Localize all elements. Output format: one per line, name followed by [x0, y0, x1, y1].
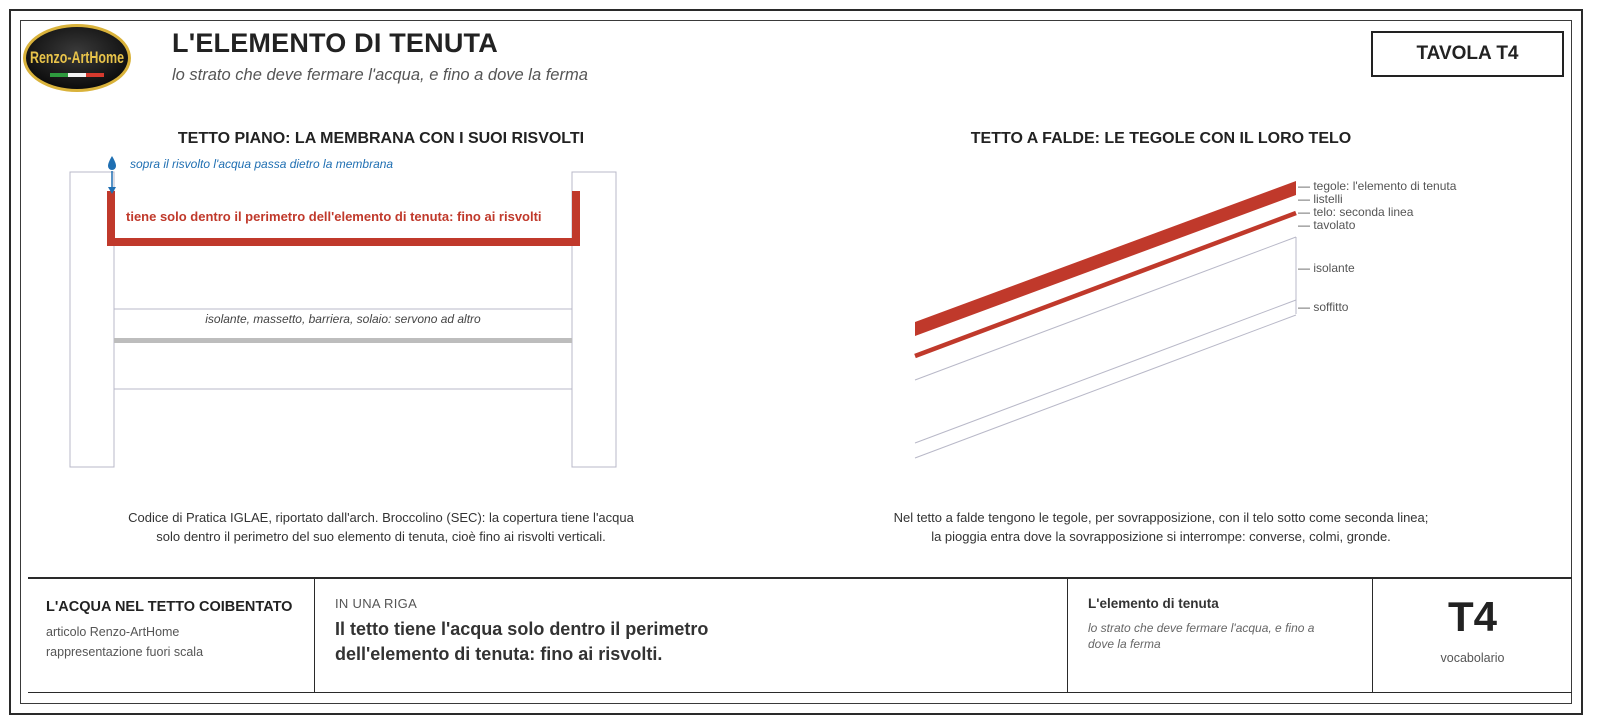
layer-label-soffitto: — soffitto — [1298, 300, 1349, 314]
summary-text: Il tetto tiene l'acqua solo dentro il perimetro dell'elemento di tenuta: fino ai risvolti. — [335, 619, 709, 664]
flat-roof-caption-line2: solo dentro il perimetro del suo elemento di tenuta, cioè fino ai risvolti verticali. — [156, 529, 606, 544]
pitched-roof-caption — [850, 508, 1472, 546]
flat-roof-caption — [60, 508, 702, 546]
sheet-category: vocabolario — [1440, 651, 1505, 665]
pitched-roof-heading: TETTO A FALDE: LE TEGOLE CON IL LORO TELO — [970, 130, 1352, 147]
page-subtitle: lo strato che deve fermare l'acqua, e fino a dove la ferma — [172, 66, 588, 84]
article-source: articolo Renzo-ArtHome — [46, 625, 180, 639]
layer-label-listelli: — listelli — [1298, 192, 1343, 206]
pitched-roof-diagram — [915, 130, 1457, 458]
water-note: sopra il risvolto l'acqua passa dietro la membrana — [130, 157, 394, 171]
title-block — [28, 577, 1572, 693]
term-definition: lo strato che deve fermare l'acqua, e fino a dove la ferma — [1088, 621, 1315, 651]
logo-text: Renzo-ArtHome — [30, 48, 124, 67]
layer-label-isolante: — isolante — [1298, 261, 1355, 275]
layer-label-tegole: — tegole: l'elemento di tenuta — [1298, 179, 1457, 193]
flat-roof-heading: TETTO PIANO: LA MEMBRANA CON I SUOI RISVOLTI — [177, 130, 585, 147]
membrane-label: tiene solo dentro il perimetro dell'elemento di tenuta: fino ai risvolti — [126, 209, 542, 224]
layer-label-telo: — telo: seconda linea — [1298, 205, 1414, 219]
pitched-roof-caption-line1: Nel tetto a falde tengono le tegole, per sovrapposizione, con il telo sotto come seconda linea; — [893, 510, 1429, 525]
water-drop-icon — [108, 156, 116, 170]
flat-roof-caption-line1: Codice di Pratica IGLAE, riportato dall'arch. Broccolino (SEC): la copertura tiene l'acqua — [128, 510, 634, 525]
insulation-bottom-layer — [915, 300, 1296, 443]
term-title: L'elemento di tenuta — [1088, 596, 1219, 611]
pitched-roof-caption-line2: la pioggia entra dove la sovrapposizione si interrompe: converse, colmi, gronde. — [931, 529, 1391, 544]
title-block-col-article — [28, 579, 314, 692]
article-scale-note: rappresentazione fuori scala — [46, 645, 204, 659]
tavola-badge: TAVOLA T4 — [1371, 31, 1564, 77]
title-block-col-term — [1068, 579, 1372, 692]
title-block-col-code — [1373, 579, 1572, 692]
article-title: L'ACQUA NEL TETTO COIBENTATO — [46, 599, 293, 615]
telo-layer — [915, 213, 1296, 356]
flat-roof-diagram — [70, 130, 616, 467]
summary-kicker: IN UNA RIGA — [335, 596, 418, 611]
sheet-code: T4 — [1447, 593, 1497, 640]
barrier-layer — [114, 338, 572, 343]
layer-label-tavolato: — tavolato — [1298, 218, 1356, 232]
layers-label: isolante, massetto, barriera, solaio: servono ad altro — [205, 312, 481, 326]
title-block-col-summary — [315, 579, 1067, 692]
page-title: L'ELEMENTO DI TENUTA — [172, 28, 498, 58]
